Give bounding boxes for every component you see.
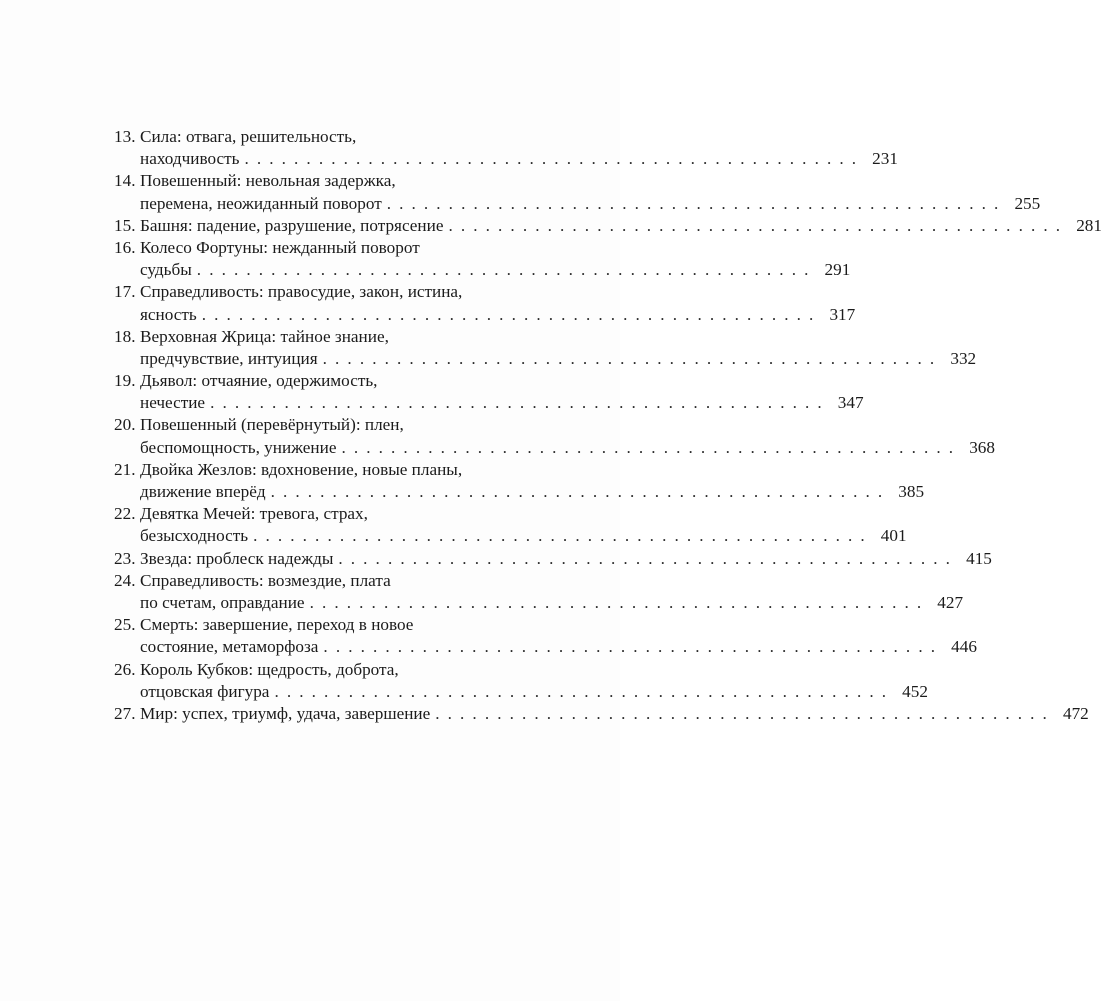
toc-entry[interactable] <box>114 614 977 658</box>
toc-entry-line <box>114 570 510 592</box>
toc-page-number: 385 <box>898 482 925 501</box>
toc-entry-title: Девятка Мечей: тревога, страх, <box>140 504 368 524</box>
toc-entry-line <box>114 126 510 148</box>
toc-entry-line <box>114 659 510 681</box>
toc-entry-line <box>114 437 995 459</box>
dot-leader: . . . . . . . . . . . . . . . . . . . . . . . . . . . . . . . . . . . . . . . . . . . . . . . . . . <box>341 437 955 457</box>
dot-leader: . . . . . . . . . . . . . . . . . . . . . . . . . . . . . . . . . . . . . . . . . . . . . . . . . . <box>448 215 1062 235</box>
toc-entry-title: Звезда: проблеск надежды <box>140 548 334 568</box>
toc-entry-number: 19. <box>114 371 136 391</box>
toc-entry-title: Башня: падение, разрушение, потрясение <box>140 215 444 235</box>
toc-entry-line <box>114 370 510 392</box>
toc-entry-line <box>114 459 510 481</box>
toc-entry[interactable] <box>114 659 928 703</box>
toc-entry-title-continued: предчувствие, интуиция <box>140 348 318 368</box>
toc-entry[interactable] <box>114 281 856 325</box>
toc-entry-title: Двойка Жезлов: вдохновение, новые планы, <box>140 459 463 479</box>
toc-entry-title: Повешенный: невольная задержка, <box>140 171 396 191</box>
toc-entry[interactable] <box>114 703 1089 725</box>
toc-entry-title-continued: перемена, неожиданный поворот <box>140 193 382 213</box>
toc-entry-title: Справедливость: правосудие, закон, истина, <box>140 282 463 302</box>
toc-entry-title: Сила: отвага, решительность, <box>140 127 357 146</box>
dot-leader: . . . . . . . . . . . . . . . . . . . . . . . . . . . . . . . . . . . . . . . . . . . . . . . . . . <box>323 637 937 657</box>
toc-page-number: 472 <box>1062 703 1089 723</box>
toc-entry[interactable] <box>114 414 995 458</box>
dot-leader: . . . . . . . . . . . . . . . . . . . . . . . . . . . . . . . . . . . . . . . . . . . . . . . . . . <box>196 260 811 280</box>
toc-entry-number: 27. <box>114 703 136 723</box>
table-of-contents <box>114 126 1102 725</box>
toc-entry-line <box>114 326 510 348</box>
toc-entry-line <box>114 392 864 414</box>
toc-page-number: 368 <box>969 437 995 457</box>
toc-page-number: 401 <box>880 526 907 546</box>
dot-leader: . . . . . . . . . . . . . . . . . . . . . . . . . . . . . . . . . . . . . . . . . . . . . . . . . . <box>435 703 1049 723</box>
toc-page-number: 291 <box>824 260 851 280</box>
toc-entry-number: 24. <box>114 570 136 590</box>
toc-entry[interactable] <box>114 126 898 170</box>
toc-entry-line <box>114 237 510 259</box>
dot-leader: . . . . . . . . . . . . . . . . . . . . . . . . . . . . . . . . . . . . . . . . . . . . . . . . . . <box>253 526 867 546</box>
toc-entry[interactable] <box>114 548 992 570</box>
dot-leader: . . . . . . . . . . . . . . . . . . . . . . . . . . . . . . . . . . . . . . . . . . . . . . . . . . <box>210 393 824 413</box>
toc-entry[interactable] <box>114 459 925 503</box>
toc-entry-number: 21. <box>114 459 136 479</box>
toc-page-number: 255 <box>1014 193 1041 213</box>
toc-entry-line <box>114 148 898 170</box>
toc-entry-number: 15. <box>114 215 136 235</box>
toc-page-number: 231 <box>872 149 898 169</box>
toc-entry-line <box>114 548 992 570</box>
toc-entry-title-continued: отцовская фигура <box>140 681 270 701</box>
toc-entry-line <box>114 215 1102 237</box>
toc-entry-number: 13. <box>114 127 136 146</box>
toc-entry-line <box>114 170 510 192</box>
toc-entry-line <box>114 503 510 525</box>
toc-entry-line <box>114 614 510 636</box>
toc-entry[interactable] <box>114 326 977 370</box>
toc-entry-number: 16. <box>114 237 136 257</box>
dot-leader: . . . . . . . . . . . . . . . . . . . . . . . . . . . . . . . . . . . . . . . . . . . . . . . . . . <box>338 548 952 568</box>
dot-leader: . . . . . . . . . . . . . . . . . . . . . . . . . . . . . . . . . . . . . . . . . . . . . . . . . . <box>309 592 924 612</box>
dot-leader: . . . . . . . . . . . . . . . . . . . . . . . . . . . . . . . . . . . . . . . . . . . . . . . . . . <box>386 193 1001 213</box>
toc-entry[interactable] <box>114 237 851 281</box>
toc-entry-title-continued: ясность <box>140 304 197 324</box>
dot-leader: . . . . . . . . . . . . . . . . . . . . . . . . . . . . . . . . . . . . . . . . . . . . . . . . . . <box>244 149 858 169</box>
toc-entry-line <box>114 348 977 370</box>
toc-entry-title-continued: безысходность <box>140 526 249 546</box>
toc-entry-title-continued: судьбы <box>140 260 192 280</box>
toc-entry-title: Король Кубков: щедрость, доброта, <box>140 659 399 679</box>
toc-page-number: 281 <box>1076 215 1102 235</box>
toc-entry-line <box>114 592 964 614</box>
toc-entry-title: Колесо Фортуны: нежданный поворот <box>140 237 420 257</box>
toc-entry-line <box>114 703 1089 725</box>
toc-entry[interactable] <box>114 370 864 414</box>
toc-entry-line <box>114 259 851 281</box>
toc-entry-line <box>114 636 977 658</box>
toc-entry-line <box>114 525 907 547</box>
toc-entry-title: Дьявол: отчаяние, одержимость, <box>140 371 378 391</box>
toc-page-number: 427 <box>937 592 964 612</box>
toc-entry[interactable] <box>114 170 1041 214</box>
dot-leader: . . . . . . . . . . . . . . . . . . . . . . . . . . . . . . . . . . . . . . . . . . . . . . . . . . <box>201 304 816 324</box>
dot-leader: . . . . . . . . . . . . . . . . . . . . . . . . . . . . . . . . . . . . . . . . . . . . . . . . . . <box>270 482 885 501</box>
toc-entry[interactable] <box>114 570 964 614</box>
toc-entry-line <box>114 481 925 503</box>
toc-page-number: 317 <box>829 304 856 324</box>
toc-entry-number: 14. <box>114 171 136 191</box>
toc-entry-line <box>114 193 1041 215</box>
toc-entry-title: Справедливость: возмездие, плата <box>140 570 391 590</box>
toc-entry-line <box>114 281 510 303</box>
toc-entry-number: 18. <box>114 326 136 346</box>
toc-page-number: 446 <box>951 637 977 657</box>
toc-page-number: 452 <box>902 681 928 701</box>
toc-entry-title: Смерть: завершение, переход в новое <box>140 615 414 635</box>
toc-entry-line <box>114 414 510 436</box>
toc-entry-title: Повешенный (перевёрнутый): плен, <box>140 415 404 435</box>
toc-entry-title-continued: беспомощность, унижение <box>140 437 337 457</box>
toc-entry[interactable] <box>114 503 907 547</box>
toc-page-number: 332 <box>950 348 977 368</box>
toc-entry-number: 25. <box>114 615 136 635</box>
toc-entry-title-continued: движение вперёд <box>140 482 266 501</box>
toc-entry-title-continued: по счетам, оправдание <box>140 592 305 612</box>
toc-entry-title-continued: нечестие <box>140 393 206 413</box>
toc-entry-number: 23. <box>114 548 136 568</box>
toc-entry-title: Мир: успех, триумф, удача, завершение <box>140 703 431 723</box>
toc-entry[interactable] <box>114 215 1102 237</box>
toc-entry-line <box>114 681 928 703</box>
toc-page-number: 347 <box>837 393 864 413</box>
toc-entry-number: 26. <box>114 659 136 679</box>
toc-entry-number: 22. <box>114 504 136 524</box>
toc-entry-number: 17. <box>114 282 136 302</box>
toc-entry-line <box>114 304 856 326</box>
toc-entry-title-continued: находчивость <box>140 149 240 169</box>
toc-entry-title: Верховная Жрица: тайное знание, <box>140 326 389 346</box>
toc-entry-number: 20. <box>114 415 136 435</box>
toc-entry-title-continued: состояние, метаморфоза <box>140 637 319 657</box>
dot-leader: . . . . . . . . . . . . . . . . . . . . . . . . . . . . . . . . . . . . . . . . . . . . . . . . . . <box>274 681 888 701</box>
dot-leader: . . . . . . . . . . . . . . . . . . . . . . . . . . . . . . . . . . . . . . . . . . . . . . . . . . <box>322 348 937 368</box>
toc-page-number: 415 <box>966 548 992 568</box>
